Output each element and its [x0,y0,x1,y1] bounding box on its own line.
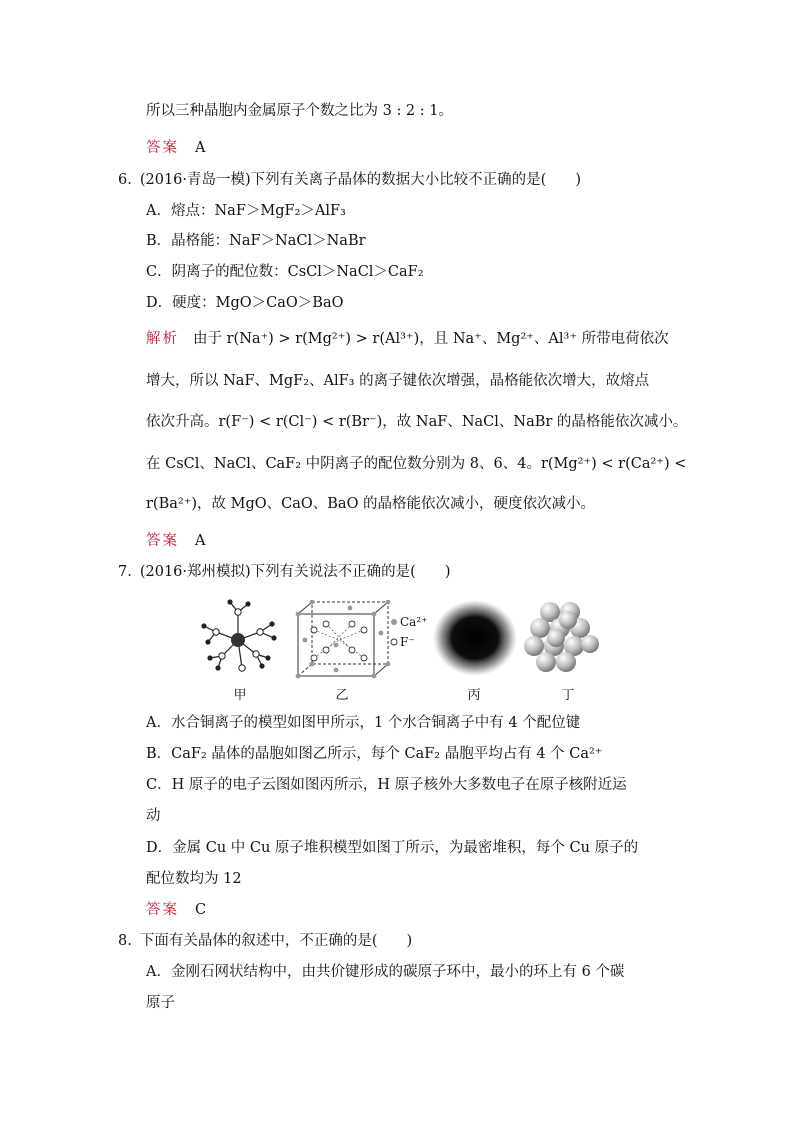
figure-caption-ding: 丁 [561,688,575,703]
figure-caption-yi: 乙 [335,688,349,703]
hydrated-copper-ion-figure [198,598,280,678]
q7-option-d-cont: 配位数均为 12 [146,871,242,887]
q8-option-a: A．金刚石网状结构中，由共价键形成的碳原子环中，最小的环上有 6 个碳 [146,964,625,980]
q7-option-c-cont: 动 [146,808,161,824]
q7-option-b: B．CaF₂ 晶体的晶胞如图乙所示，每个 CaF₂ 晶胞平均占有 4 个 Ca²⁺ [146,746,603,762]
electron-cloud-figure [430,598,520,678]
caf2-unit-cell-figure [294,600,394,680]
q6-analysis-line-3: 依次升高。r(F⁻) < r(Cl⁻) < r(Br⁻)，故 NaF、NaCl、NaBr 的晶格能依次减小。 [146,414,688,430]
question-number: 6. [118,172,132,188]
question-stem: 下面有关晶体的叙述中，不正确的是( ) [139,933,413,949]
answer-label: 答案 [146,140,179,156]
q6-analysis-line-2: 增大，所以 NaF、MgF₂、AlF₃ 的离子键依次增强，晶格能依次增大，故熔点 [146,373,650,389]
q6-analysis-line-4: 在 CsCl、NaCl、CaF₂ 中阴离子的配位数分别为 8、6、4。r(Mg²⁺) < r(Ca²⁺) < [146,456,687,472]
close-packed-spheres-figure [520,598,600,678]
analysis-label: 解析 [146,331,179,347]
answer-value: A [195,533,206,549]
q5-answer-row [146,138,205,158]
question-stem: (2016·青岛一模)下列有关离子晶体的数据大小比较不正确的是( ) [139,172,581,188]
q7-stem-row [118,562,450,582]
q7-option-c: C．H 原子的电子云图如图丙所示，H 原子核外大多数电子在原子核附近运 [146,777,627,793]
q6-answer-row [146,531,205,551]
question-number: 7. [118,564,132,580]
q6-analysis-line-5: r(Ba²⁺)，故 MgO、CaO、BaO 的晶格能依次减小，硬度依次减小。 [146,496,596,512]
q6-option-a: A．熔点：NaF＞MgF₂＞AlF₃ [146,203,346,219]
q6-option-d: D．硬度：MgO＞CaO＞BaO [146,295,344,311]
figure-caption-bing: 丙 [467,688,481,703]
answer-value: C [195,902,207,918]
q6-analysis-line-1: 解析 由于 r(Na⁺) > r(Mg²⁺) > r(Al³⁺)，且 Na⁺、Mg²⁺、Al³⁺ 所带电荷依次 [146,331,669,347]
q7-answer-row [146,900,206,920]
calcium-ion-legend-icon [389,617,399,627]
q7-option-d: D．金属 Cu 中 Cu 原子堆积模型如图丁所示，为最密堆积，每个 Cu 原子的 [146,840,639,856]
q6-option-c: C．阴离子的配位数：CsCl＞NaCl＞CaF₂ [146,264,424,280]
answer-label: 答案 [146,533,179,549]
q6-option-b: B．晶格能：NaF＞NaCl＞NaBr [146,233,366,249]
answer-label: 答案 [146,902,179,918]
legend-f: F⁻ [400,635,415,649]
legend-ca: Ca²⁺ [400,615,428,629]
answer-value: A [195,140,206,156]
figure-caption-jia: 甲 [233,688,247,703]
q8-option-a-cont: 原子 [146,995,175,1011]
q6-stem-row [118,170,581,190]
question-stem: (2016·郑州模拟)下列有关说法不正确的是( ) [139,564,451,580]
question-number: 8. [118,933,132,949]
fluoride-ion-legend-icon [389,637,399,647]
q5-conclusion: 所以三种晶胞内金属原子个数之比为 3 : 2 : 1。 [146,103,453,119]
q7-option-a: A．水合铜离子的模型如图甲所示，1 个水合铜离子中有 4 个配位键 [146,715,581,731]
q8-stem-row [118,931,412,951]
